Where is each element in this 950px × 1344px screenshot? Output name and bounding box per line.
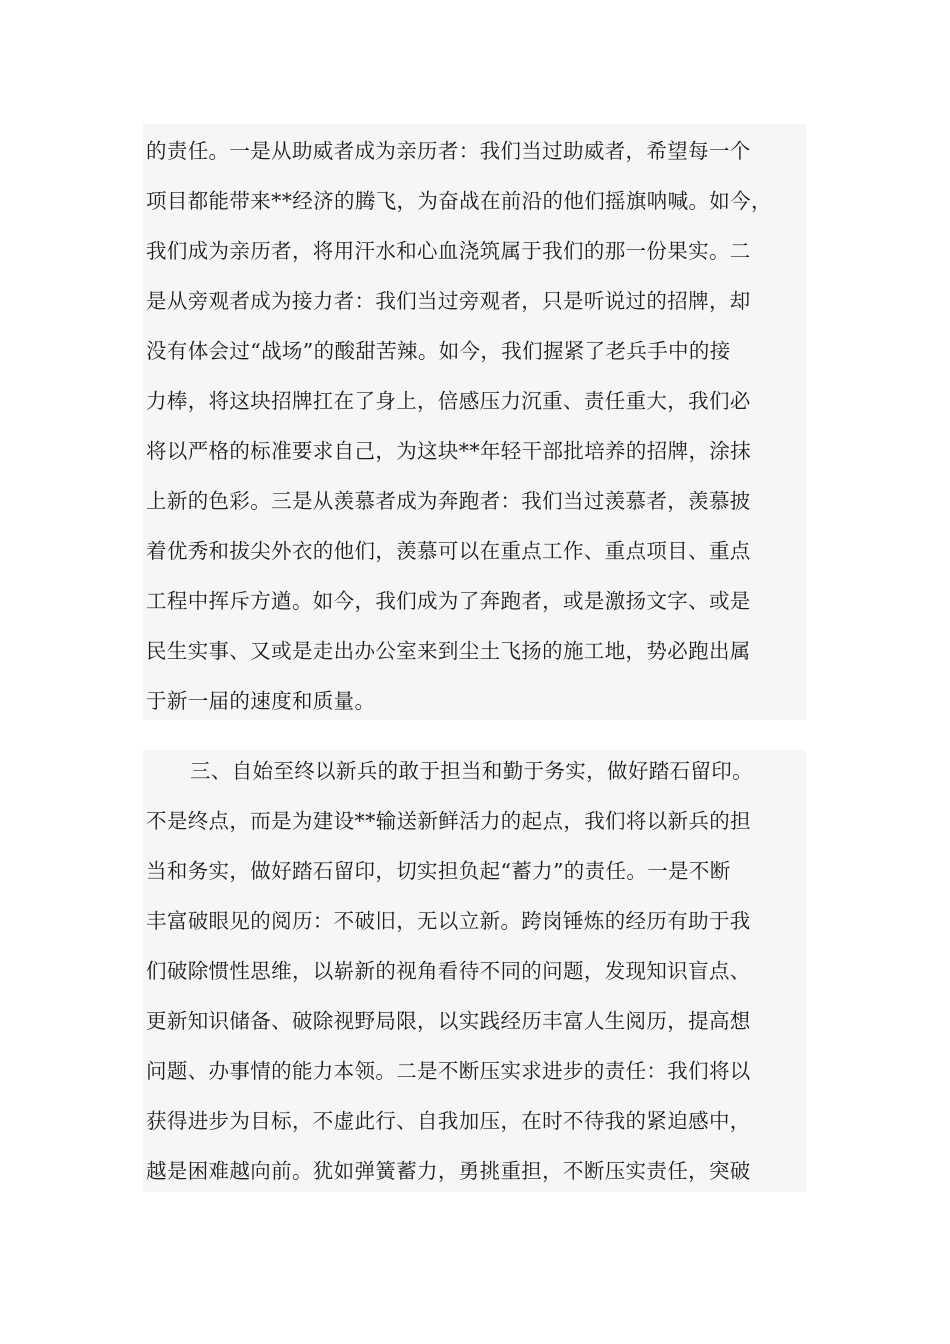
paragraph-1 — [143, 124, 806, 720]
paragraph-line: 问题、办事情的能力本领。二是不断压实求进步的责任：我们将以 — [146, 1059, 751, 1083]
paragraph-line: 着优秀和拔尖外衣的他们，羡慕可以在重点工作、重点项目、重点 — [146, 539, 751, 563]
paragraph-line: 丰富破眼见的阅历：不破旧，无以立新。跨岗锤炼的经历有助于我 — [146, 909, 751, 933]
paragraph-line: 项目都能带来**经济的腾飞，为奋战在前沿的他们摇旗呐喊。如今， — [146, 189, 772, 213]
paragraph-line: 于新一届的速度和质量。 — [146, 689, 376, 713]
paragraph-line: 是从旁观者成为接力者：我们当过旁观者，只是听说过的招牌，却 — [146, 289, 751, 313]
paragraph-line: 们破除惯性思维，以崭新的视角看待不同的问题，发现知识盲点、 — [146, 959, 751, 983]
paragraph-line: 我们成为亲历者，将用汗水和心血浇筑属于我们的那一份果实。二 — [146, 239, 751, 263]
paragraph-line: 不是终点，而是为建设**输送新鲜活力的起点，我们将以新兵的担 — [146, 809, 751, 833]
paragraph-line: 的责任。一是从助威者成为亲历者：我们当过助威者，希望每一个 — [146, 139, 751, 163]
paragraph-2 — [143, 750, 806, 1192]
paragraph-line: 工程中挥斥方遒。如今，我们成为了奔跑者，或是激扬文字、或是 — [146, 589, 751, 613]
paragraph-line: 力棒，将这块招牌扛在了身上，倍感压力沉重、责任重大，我们必 — [146, 389, 751, 413]
paragraph-line: 民生实事、又或是走出办公室来到尘土飞扬的施工地，势必跑出属 — [146, 639, 751, 663]
paragraph-line: 将以严格的标准要求自己，为这块**年轻干部批培养的招牌，涂抹 — [146, 439, 751, 463]
paragraph-line: 获得进步为目标，不虚此行、自我加压，在时不待我的紧迫感中， — [146, 1109, 751, 1133]
paragraph-line: 更新知识储备、破除视野局限，以实践经历丰富人生阅历，提高想 — [146, 1009, 751, 1033]
section-heading-line: 三、自始至终以新兵的敢于担当和勤于务实，做好踏石留印。 — [190, 759, 753, 783]
paragraph-line: 越是困难越向前。犹如弹簧蓄力，勇挑重担，不断压实责任，突破 — [146, 1159, 751, 1183]
paragraph-line: 没有体会过“战场”的酸甜苦辣。如今，我们握紧了老兵手中的接 — [146, 339, 731, 363]
paragraph-line: 上新的色彩。三是从羡慕者成为奔跑者：我们当过羡慕者，羡慕披 — [146, 489, 751, 513]
paragraph-line: 当和务实，做好踏石留印，切实担负起“蓄力”的责任。一是不断 — [146, 859, 731, 883]
